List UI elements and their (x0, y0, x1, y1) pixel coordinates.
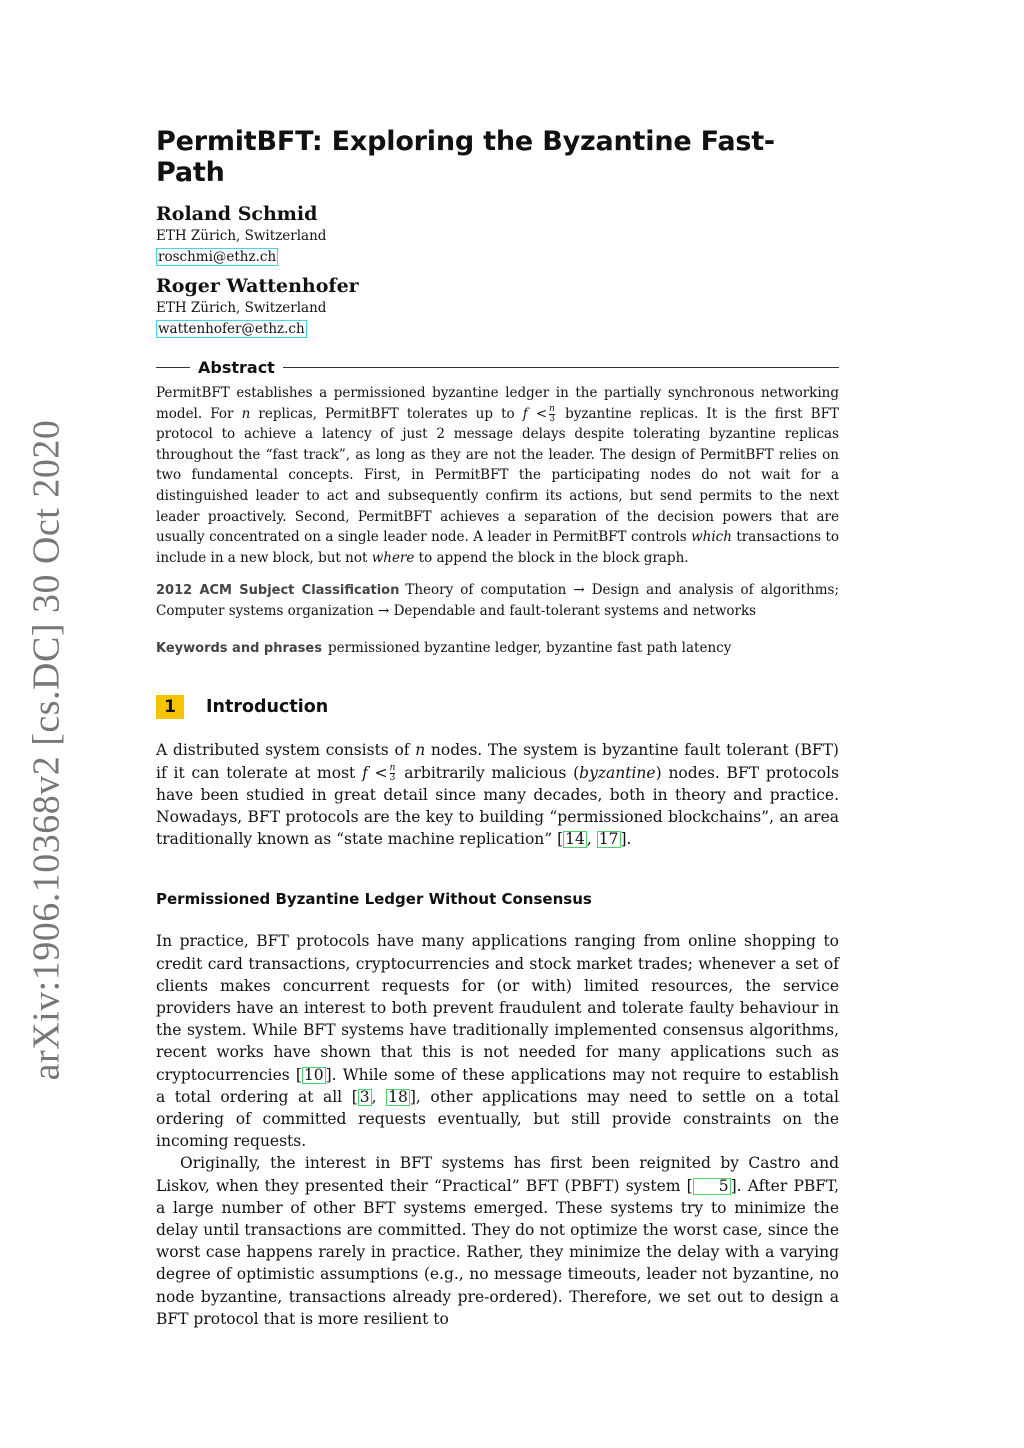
abstract-title: Abstract (198, 358, 275, 377)
paper-page (156, 126, 839, 1330)
author-affiliation: ETH Zürich, Switzerland (156, 300, 327, 316)
arxiv-identifier (20, 419, 72, 1081)
abstract-text: PermitBFT establishes a permissioned byzantine ledger in the partially synchronous networking model. For n replicas, PermitBFT tolerates up to f < $\frac{n}{3}$ byzantine replicas. It is the first BFT protocol to achieve a latency of just 2 message delays despite tolerating byzantine replicas throughout the “fast track”, as long as they are not the leader. The design of PermitBFT relies on two fundamental concepts. First, in PermitBFT the participating nodes do not wait for a distinguished leader to act and subsequently confirm its actions, but send permits to the next leader proactively. Second, PermitBFT achieves a separation of the decision powers that are usually concentrated on a single leader node. A leader in PermitBFT controls which transactions to include in a new block, but not where to append the block in the block graph. (156, 385, 839, 566)
body-paragraph: In practice, BFT protocols have many applications ranging from online shopping to credit card transactions, cryptocurrencies and stock market trades; whenever a set of clients makes concurrent requests for (or with) limited resources, the service providers have an interest to both prevent fraudulent and tolerate faulty behaviour in the system. While BFT systems have traditionally implemented consensus algorithms, recent works have shown that this is not needed for many applications such as cryptocurrencies [ 10 ]. While some of these applications may not require to establish a total ordering at all [ 3 , 18 ], other applications may need to settle on a total ordering of committed requests eventually, but still provide constraints on the incoming requests. (156, 932, 839, 1151)
divider (156, 367, 190, 368)
abstract-heading (156, 358, 839, 377)
subsection-title: Permissioned Byzantine Ledger Without Consensus (156, 890, 592, 909)
fraction: $\frac{n}{3}$ (389, 763, 396, 784)
citation-link[interactable]: 17 (598, 830, 619, 849)
fraction: $\frac{n}{3}$ (549, 403, 555, 424)
acm-classification (156, 580, 839, 622)
arxiv-id-text: arXiv:1906.10368v2 [cs.DC] 30 Oct 2020 (25, 419, 68, 1081)
keywords (156, 638, 839, 659)
section-heading-introduction (156, 695, 839, 719)
author-affiliation: ETH Zürich, Switzerland (156, 228, 327, 244)
classification-text: Theory of computation → Design and analysis of algorithms; Computer systems organization → Dependable and fault-tolerant systems and networks (156, 582, 839, 620)
paper-title: PermitBFT: Exploring the Byzantine Fast-Path (156, 126, 775, 188)
keywords-label: Keywords and phrases (156, 641, 322, 657)
citation-link[interactable]: 5 (693, 1178, 731, 1195)
citation-link[interactable]: 10 (303, 1065, 324, 1084)
author-name: Roland Schmid (156, 203, 318, 225)
author-email-link[interactable]: roschmi@ethz.ch (158, 249, 277, 265)
citation-link[interactable]: 18 (388, 1087, 408, 1106)
author-block-2 (156, 274, 839, 338)
body-paragraph: Originally, the interest in BFT systems has first been reignited by Castro and Liskov, when they presented their “Practical” BFT (PBFT) system [ 5 ]. After PBFT, a large number of other BFT systems emerged. These systems try to minimize the delay until transactions are committed. They do not optimize the worst case, since the worst case happens rarely in practice. Rather, they minimize the delay with a varying degree of optimistic assumptions (e.g., no message timeouts, leader not byzantine, no node byzantine, transactions already pre-ordered). Therefore, we set out to design a BFT protocol that is more resilient to (156, 1154, 840, 1328)
section-number: 1 (156, 695, 184, 719)
keywords-text: permissioned byzantine ledger, byzantine fast path latency (327, 640, 732, 657)
author-block-1 (156, 202, 839, 266)
section-title: Introduction (206, 697, 329, 718)
author-name: Roger Wattenhofer (156, 275, 359, 297)
citation-link[interactable]: 14 (565, 830, 585, 849)
intro-paragraph: A distributed system consists of n nodes. The system is byzantine fault tolerant (BFT) if it can tolerate at most f < $\frac{n}{3}$ arbitrarily malicious (byzantine) nodes. BFT protocols have been studied in great detail since many decades, both in theory and practice. Nowadays, BFT protocols are the key to building “permissioned blockchains”, an area traditionally known as “state machine replication” [ 14 , 17 ]. (156, 741, 839, 849)
author-email-link[interactable]: wattenhofer@ethz.ch (158, 321, 305, 337)
divider (283, 367, 839, 368)
classification-label: 2012 ACM Subject Classification (156, 583, 400, 599)
citation-link[interactable]: 3 (359, 1087, 370, 1106)
